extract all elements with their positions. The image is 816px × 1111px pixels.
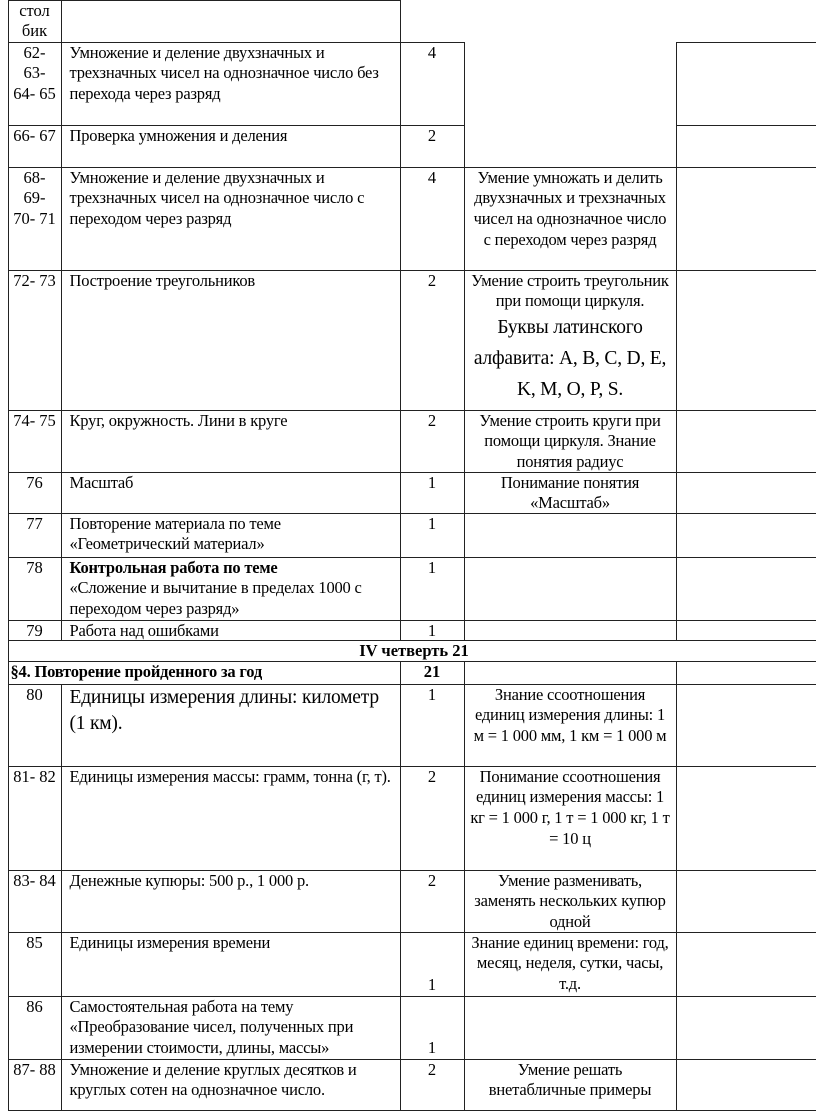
lesson-hours: 2 [400,125,465,168]
lesson-skill: Понимание ссоотношения единиц измерения массы: 1 кг = 1 000 г, 1 т = 1 000 кг, 1 т = 10 ц [464,766,677,871]
lesson-topic: Умножение и деление двухзначных и трехзначных чисел на однозначное число с переходом через разряд [61,167,401,271]
lesson-notes [676,513,816,558]
lesson-number: 78 [8,557,62,621]
lesson-number: 76 [8,472,62,514]
section-title: §4. Повторение пройденного за год [8,661,401,685]
lesson-hours: 2 [400,1059,465,1111]
table-header-number: стол бик [8,0,62,43]
lesson-number: 72- 73 [8,270,62,411]
lesson-skill [464,270,677,411]
lesson-hours: 2 [400,766,465,871]
lesson-notes [676,42,816,126]
lesson-notes [676,766,816,871]
lesson-number: 81- 82 [8,766,62,871]
lesson-skill: Умение разменивать, заменять нескольких купюр одной [464,870,677,933]
lesson-notes [676,870,816,933]
lesson-notes [676,472,816,514]
lesson-topic: Единицы измерения массы: грамм, тонна (г, т). [61,766,401,871]
lesson-topic: Денежные купюры: 500 р., 1 000 р. [61,870,401,933]
lesson-hours: 2 [400,870,465,933]
lesson-number: 74- 75 [8,410,62,473]
lesson-hours: 4 [400,42,465,126]
lesson-topic: Построение треугольников [61,270,401,411]
lesson-topic [61,557,401,621]
lesson-topic: Единицы измерения времени [61,932,401,997]
lesson-number: 79 [8,620,62,641]
lesson-skill: Понимание понятия «Масштаб» [464,472,677,514]
lesson-hours: 2 [400,410,465,473]
section-skill [464,661,677,685]
lesson-hours: 1 [400,472,465,514]
lesson-skill-text: Умение строить треугольник при помощи циркуля. [471,271,668,311]
lesson-hours: 1 [400,513,465,558]
lesson-topic: Самостоятельная работа на тему «Преобразование чисел, полученных при измерении стоимости, длины, массы» [61,996,401,1060]
lesson-topic: Масштаб [61,472,401,514]
lesson-number: 68- 69- 70- 71 [8,167,62,271]
lesson-hours: 1 [400,932,465,997]
lesson-number: 83- 84 [8,870,62,933]
lesson-skill: Умение строить круги при помощи циркуля. Знание понятия радиус [464,410,677,473]
lesson-number: 87- 88 [8,1059,62,1111]
table-header-topic [61,0,401,43]
lesson-topic: Работа над ошибками [61,620,401,641]
lesson-hours: 1 [400,620,465,641]
section-hours: 21 [400,661,465,685]
lesson-skill [464,620,677,641]
lesson-topic: Единицы измерения длины: километр (1 км). [61,684,401,767]
lesson-notes [676,620,816,641]
lesson-skill: Знание единиц времени: год, месяц, неделя, сутки, часы, т.д. [464,932,677,997]
lesson-notes [676,557,816,621]
lesson-skill: Знание ссоотношения единиц измерения длины: 1 м = 1 000 мм, 1 км = 1 000 м [464,684,677,767]
lesson-skill: Умение решать внетабличные примеры [464,1059,677,1111]
lesson-topic-bold: Контрольная работа по теме [70,558,392,579]
lesson-hours: 2 [400,270,465,411]
lesson-topic: Повторение материала по теме «Геометрический материал» [61,513,401,558]
lesson-topic: Умножение и деление двухзначных и трехзначных чисел на однозначное число без перехода через разряд [61,42,401,126]
lesson-topic: Круг, окружность. Лини в круге [61,410,401,473]
section-notes [676,661,816,685]
lesson-notes [676,996,816,1060]
lesson-number: 62- 63- 64- 65 [8,42,62,126]
lesson-skill [464,996,677,1060]
lesson-skill [464,557,677,621]
lesson-notes [676,125,816,168]
lesson-number: 80 [8,684,62,767]
lesson-notes [676,270,816,411]
lesson-hours: 1 [400,684,465,767]
lesson-notes [676,410,816,473]
lesson-hours: 1 [400,996,465,1060]
lesson-topic: Умножение и деление круглых десятков и круглых сотен на однозначное число. [61,1059,401,1111]
lesson-topic-text: «Сложение и вычитание в пределах 1000 с переходом через разряд» [70,578,392,619]
lesson-number: 77 [8,513,62,558]
lesson-skill: Умение умножать и делить двухзначных и трехзначных чисел на однозначное число с переходом через разряд [464,167,677,271]
lesson-skill-extra: Буквы латинского алфавита: A, B, C, D, E, K, M, O, P, S. [474,317,666,400]
lesson-hours: 1 [400,557,465,621]
lesson-skill [464,513,677,558]
lesson-number: 85 [8,932,62,997]
quarter-heading: IV четверть 21 [8,640,816,662]
lesson-number: 86 [8,996,62,1060]
lesson-hours: 4 [400,167,465,271]
lesson-topic: Проверка умножения и деления [61,125,401,168]
lesson-notes [676,167,816,271]
lesson-notes [676,932,816,997]
lesson-number: 66- 67 [8,125,62,168]
lesson-notes [676,684,816,767]
